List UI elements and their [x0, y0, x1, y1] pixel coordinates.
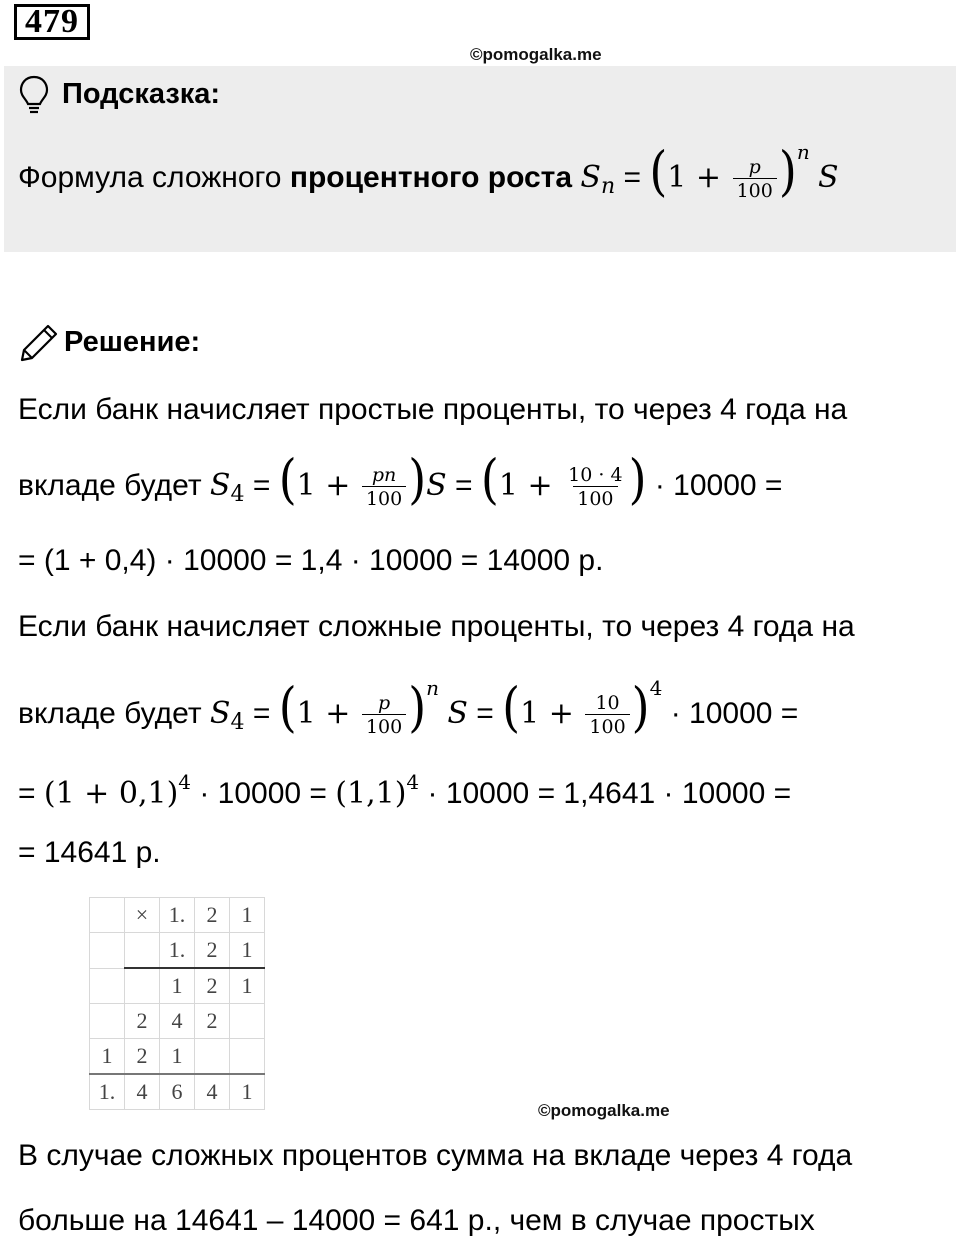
- table-cell: 1.: [160, 933, 195, 969]
- paren-open: (: [502, 675, 521, 739]
- table-cell: 6: [160, 1074, 195, 1110]
- table-row: [90, 933, 265, 969]
- table-cell: [195, 1039, 230, 1075]
- line5-fraction-1: [362, 692, 406, 739]
- fraction-numerator: p: [377, 691, 391, 714]
- table-row: [90, 1074, 265, 1110]
- formula-one-plus: 1 +: [667, 160, 731, 195]
- formula-sub: n: [600, 174, 616, 199]
- line2-fraction-2: [564, 464, 626, 511]
- table-cell: 1.: [160, 898, 195, 933]
- table-row: [90, 1004, 265, 1039]
- table-cell: 1: [90, 1039, 125, 1075]
- table-cell: 1: [160, 1039, 195, 1075]
- line6-power-2: 4: [406, 770, 420, 794]
- pencil-icon: [18, 322, 60, 364]
- solution-title: Решение:: [64, 326, 201, 358]
- line6-a: =: [18, 777, 44, 810]
- table-cell: 1: [230, 898, 265, 933]
- paren-close: ): [628, 447, 647, 511]
- table-row: [90, 968, 265, 1004]
- fraction-denominator: 100: [733, 178, 777, 203]
- line6-b: (1 + 0,1): [43, 776, 179, 811]
- solution-line-6: [18, 770, 791, 811]
- table-cell: 1: [230, 968, 265, 1004]
- multiplication-table: [89, 897, 265, 1110]
- table-cell: 2: [125, 1004, 160, 1039]
- line5-tail: · 10000 =: [662, 697, 799, 730]
- formula-s: S: [580, 160, 601, 195]
- fraction-numerator: 10 · 4: [568, 463, 623, 486]
- paren-close: ): [778, 139, 797, 203]
- task-number: 479: [14, 4, 90, 40]
- table-cell: [90, 898, 125, 933]
- line5-mid-s: S: [447, 696, 468, 731]
- line2-s: S: [209, 468, 231, 503]
- table-row: [90, 898, 265, 933]
- table-cell: [230, 1004, 265, 1039]
- table-cell: [90, 1004, 125, 1039]
- formula-rhs: S: [818, 160, 839, 195]
- line6-e: · 10000 = 1,4641 · 10000 =: [419, 777, 792, 810]
- table-cell: 1.: [90, 1074, 125, 1110]
- solution-line-2: вкладе будет $S_4 = (1$ + $\frac{pn}{100}$ )S = (1 + $\frac{10 \cdot 4}{100}$ ) · 10000 =: [18, 447, 783, 511]
- fraction-numerator: 10: [595, 691, 620, 714]
- line5-prefix: вкладе будет: [18, 697, 210, 730]
- paren-close: ): [631, 675, 650, 739]
- table-cell: 1: [230, 1074, 265, 1110]
- solution-line-3: = (1 + 0,4) · 10000 = 1,4 · 10000 = 14000 р.: [18, 544, 604, 577]
- table-cell: 4: [195, 1074, 230, 1110]
- watermark: ©pomogalka.me: [470, 45, 602, 64]
- table-cell: 1: [230, 933, 265, 969]
- watermark-2: ©pomogalka.me: [538, 1101, 670, 1120]
- line5-sub: 4: [230, 710, 245, 735]
- line2-eq2: =: [446, 469, 481, 502]
- line2-sub: 4: [230, 482, 245, 507]
- solution-line-5: вкладе будет $S_4 = (1$ + $\frac{p}{100}$ )$^n$ S = (1 + $\frac{10}{100}$ )$^4$ · 10000 =: [18, 675, 799, 739]
- lightbulb-icon: [18, 74, 50, 116]
- paren-close: ): [408, 675, 427, 739]
- solution-line-4: Если банк начисляет сложные проценты, то через 4 года на: [18, 610, 855, 643]
- table-cell: 2: [125, 1039, 160, 1075]
- hint-text-bold: процентного роста: [289, 161, 573, 194]
- fraction-denominator: 100: [362, 486, 406, 511]
- hint-title: Подсказка:: [62, 78, 221, 110]
- paren-open: (: [649, 139, 668, 203]
- line2-prefix: вкладе будет: [18, 469, 210, 502]
- solution-line-8: В случае сложных процентов сумма на вкладе через 4 года: [18, 1139, 853, 1172]
- solution-line-7: = 14641 р.: [18, 836, 161, 869]
- formula-eq: =: [615, 161, 650, 194]
- table-cell: 2: [195, 933, 230, 969]
- table-cell: [90, 933, 125, 969]
- formula-fraction: [733, 156, 777, 203]
- formula-power: n: [796, 140, 810, 164]
- hint-text: Формула сложного: [18, 161, 290, 194]
- line5-fraction-2: [585, 692, 629, 739]
- paren-open: (: [278, 447, 297, 511]
- table-cell: 2: [195, 968, 230, 1004]
- table-cell: 4: [160, 1004, 195, 1039]
- line5-power-1: n: [426, 676, 440, 700]
- table-row: [90, 1039, 265, 1075]
- line6-d: (1,1): [335, 776, 407, 811]
- line5-eq2: =: [467, 697, 503, 730]
- table-cell: 2: [195, 898, 230, 933]
- paren-close: ): [408, 447, 427, 511]
- line2-eq1: =: [244, 469, 279, 502]
- table-cell: 4: [125, 1074, 160, 1110]
- line2-fraction-1: [362, 464, 406, 511]
- table-cell: [125, 968, 160, 1004]
- fraction-denominator: 100: [362, 714, 406, 739]
- line2-mid-s: S: [426, 468, 447, 503]
- hint-formula-line: [18, 140, 839, 203]
- fraction-numerator: pn: [371, 463, 397, 486]
- line6-power-1: 4: [178, 770, 192, 794]
- table-cell: [90, 968, 125, 1004]
- fraction-denominator: 100: [585, 714, 629, 739]
- table-cell: [125, 933, 160, 969]
- solution-line-1: Если банк начисляет простые проценты, то через 4 года на: [18, 393, 848, 426]
- fraction-numerator: p: [748, 155, 761, 178]
- table-cell: ×: [125, 898, 160, 933]
- line6-c: · 10000 =: [191, 777, 336, 810]
- table-cell: 2: [195, 1004, 230, 1039]
- fraction-denominator: 100: [573, 486, 617, 511]
- paren-open: (: [278, 675, 297, 739]
- line5-s: S: [209, 696, 231, 731]
- solution-line-9: больше на 14641 – 14000 = 641 р., чем в случае простых: [18, 1204, 815, 1237]
- table-cell: [230, 1039, 265, 1075]
- table-cell: 1: [160, 968, 195, 1004]
- line5-eq1: =: [244, 697, 279, 730]
- line2-tail: · 10000 =: [646, 469, 783, 502]
- line5-power-2: 4: [649, 676, 663, 700]
- paren-open: (: [480, 447, 499, 511]
